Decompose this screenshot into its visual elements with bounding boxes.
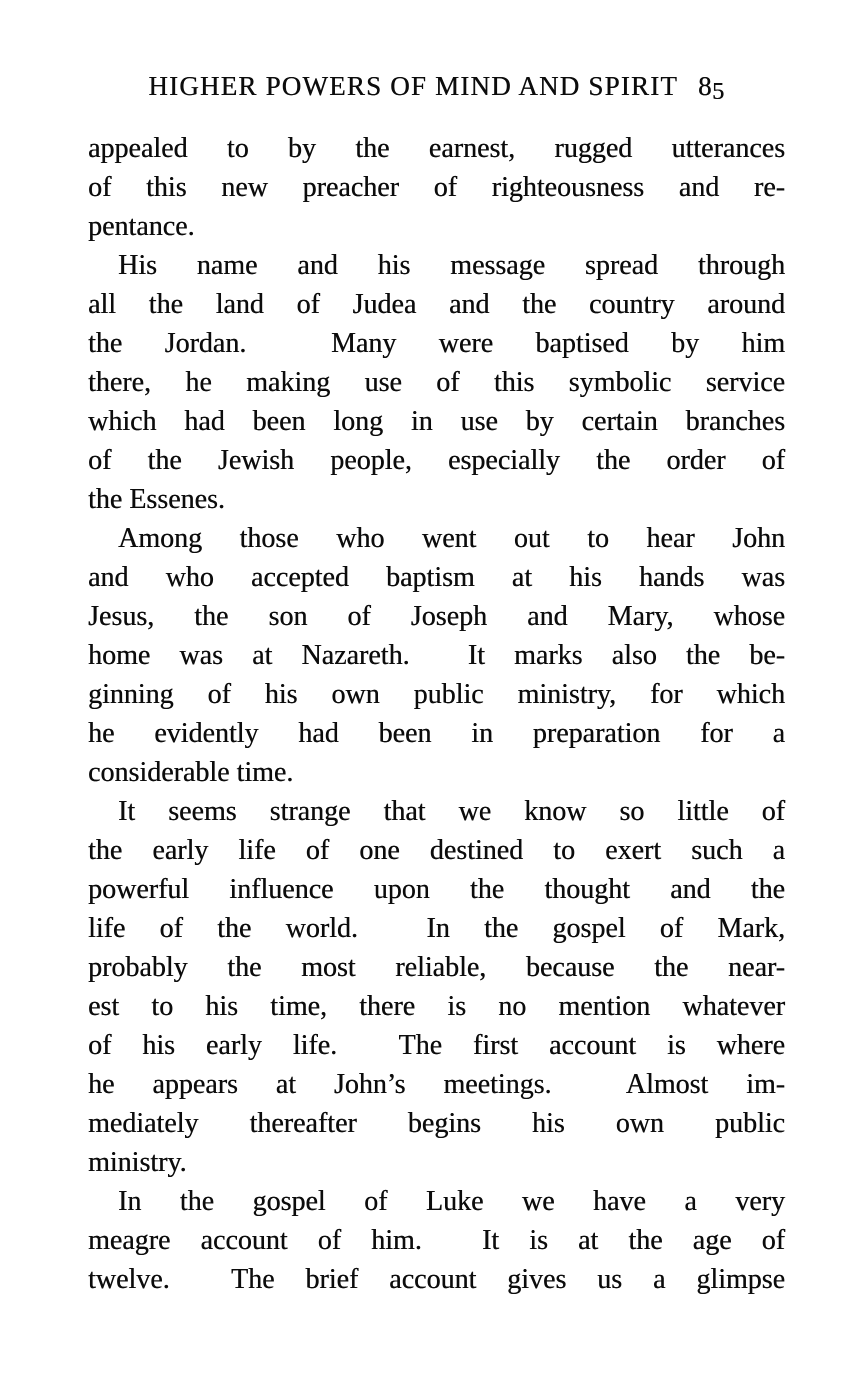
text-line: twelve. The brief account gives us a glimpse: [88, 1264, 785, 1295]
page-number-digit: 5: [712, 78, 725, 106]
text-line: of his early life. The first account is where: [88, 1030, 785, 1061]
text-line: there, he making use of this symbolic service: [88, 367, 785, 398]
text-line: life of the world. In the gospel of Mark,: [88, 913, 785, 944]
paragraph: [88, 1182, 785, 1299]
text-line: the early life of one destined to exert such a: [88, 835, 785, 866]
text-line: meagre account of him. It is at the age of: [88, 1225, 785, 1256]
text-line: In the gospel of Luke we have a very: [118, 1186, 785, 1217]
text-line: he appears at John’s meetings. Almost im-: [88, 1069, 785, 1100]
text-line: ministry.: [88, 1147, 187, 1178]
text-line: Among those who went out to hear John: [118, 523, 785, 554]
page-number-digit: 8: [698, 71, 713, 101]
text-line: est to his time, there is no mention whatever: [88, 991, 785, 1022]
text-line: the Jordan. Many were baptised by him: [88, 328, 785, 359]
text-line: he evidently had been in preparation for a: [88, 718, 785, 749]
text-line: of the Jewish people, especially the order of: [88, 445, 785, 476]
text-line: powerful influence upon the thought and the: [88, 874, 785, 905]
text-line: probably the most reliable, because the near-: [88, 952, 785, 983]
running-header: [88, 71, 785, 106]
text-line: ginning of his own public ministry, for which: [88, 679, 785, 710]
paragraph: [88, 246, 785, 519]
text-line: appealed to by the earnest, rugged utterances: [88, 133, 785, 164]
text-line: and who accepted baptism at his hands was: [88, 562, 785, 593]
text-line: of this new preacher of righteousness and re-: [88, 172, 785, 203]
text-line: Jesus, the son of Joseph and Mary, whose: [88, 601, 785, 632]
text-line: His name and his message spread through: [118, 250, 785, 281]
text-line: the Essenes.: [88, 484, 225, 515]
text-line: pentance.: [88, 211, 195, 242]
text-line: considerable time.: [88, 757, 294, 788]
header-title: HIGHER POWERS OF MIND AND SPIRIT: [148, 71, 679, 101]
paragraph: [88, 519, 785, 792]
text-line: mediately thereafter begins his own public: [88, 1108, 785, 1139]
text-line: which had been long in use by certain branches: [88, 406, 785, 437]
text-block: [88, 129, 785, 1299]
paragraph: [88, 129, 785, 246]
page-number: [698, 71, 725, 106]
text-line: all the land of Judea and the country around: [88, 289, 785, 320]
text-line: It seems strange that we know so little of: [118, 796, 785, 827]
text-line: home was at Nazareth. It marks also the be-: [88, 640, 785, 671]
paragraph: [88, 792, 785, 1182]
